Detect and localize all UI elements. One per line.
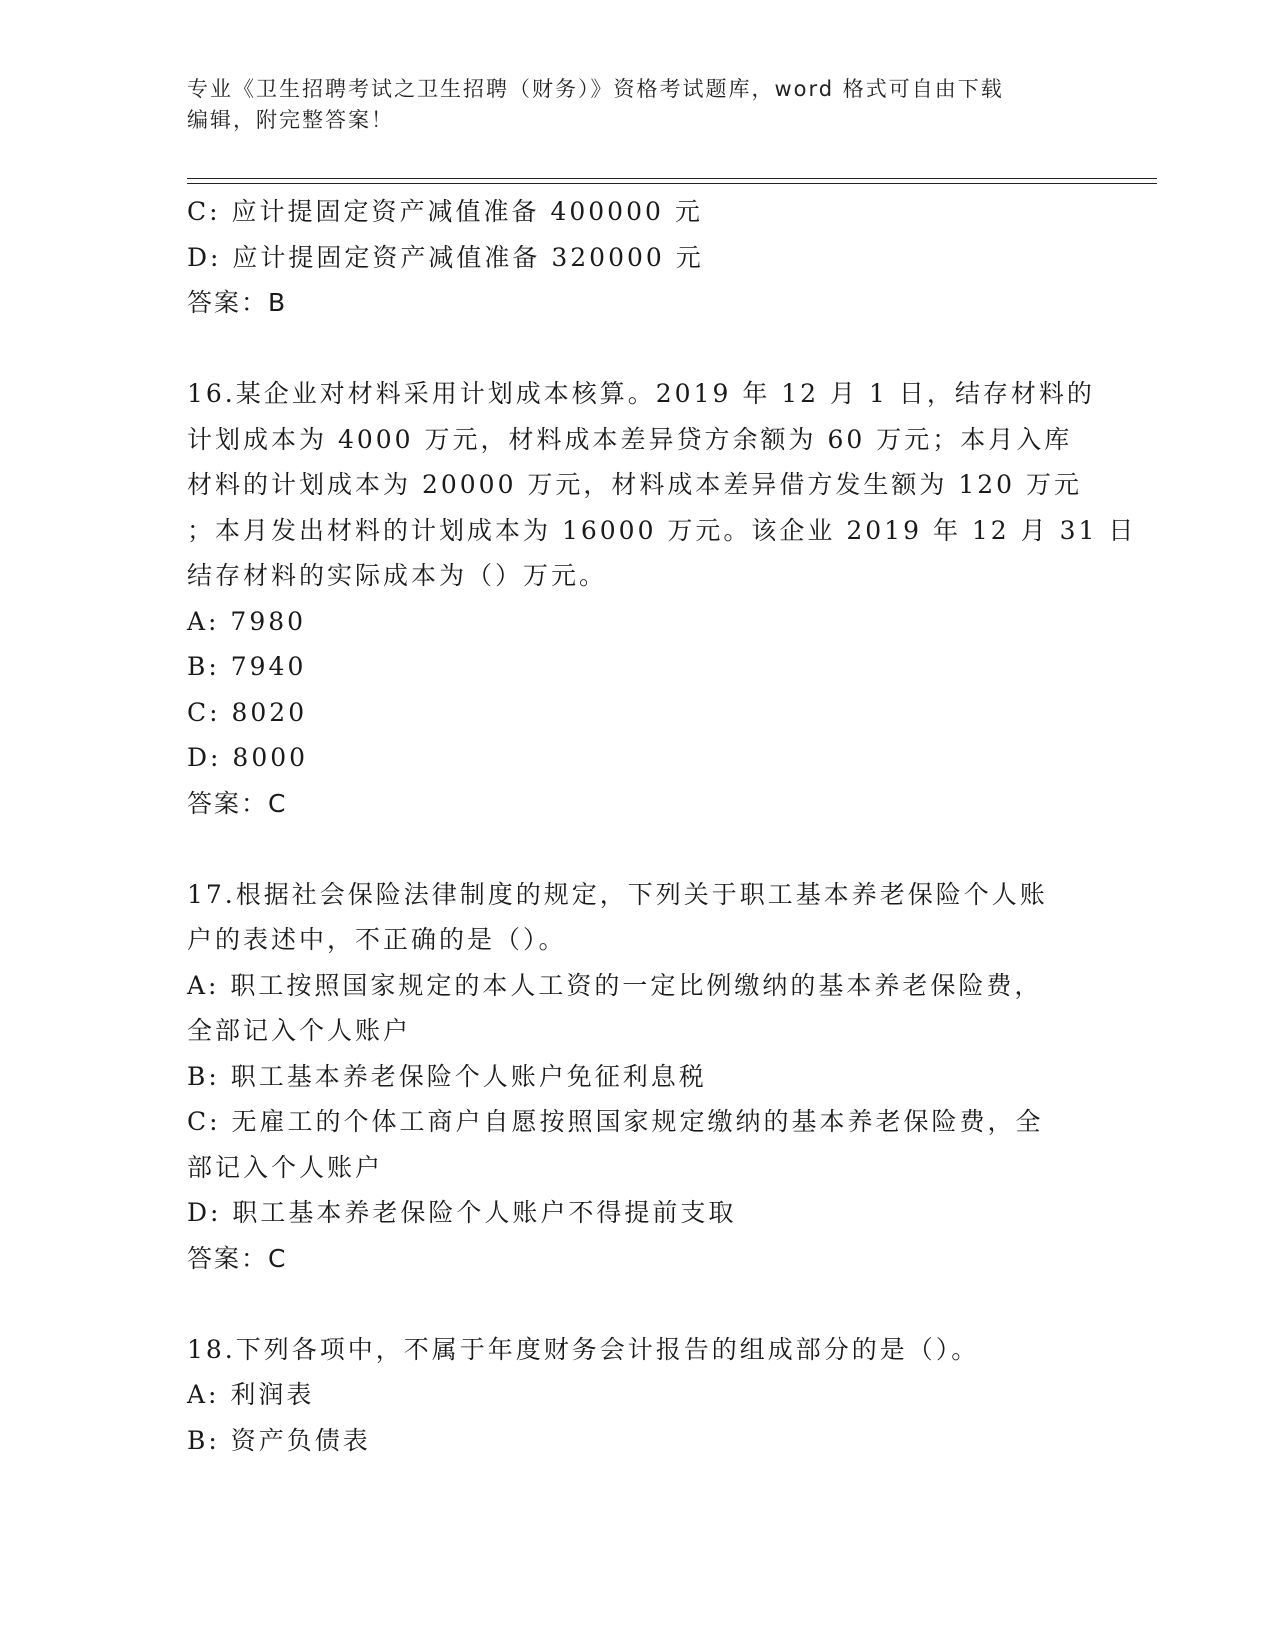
option-c: C: 8020	[187, 697, 308, 727]
document-header	[187, 74, 1087, 136]
header-line-1: 专业《卫生招聘考试之卫生招聘（财务）》资格考试题库，word 格式可自由下载	[187, 77, 1004, 101]
question-stem-line: 计划成本为 4000 万元，材料成本差异贷方余额为 60 万元；本月入库	[187, 424, 1073, 454]
header-divider-top	[187, 178, 1157, 179]
option-a: A: 7980	[187, 606, 307, 636]
question-spacer	[187, 826, 1087, 872]
question-stem-line: 结存材料的实际成本为（）万元。	[187, 561, 608, 590]
option-a: A: 利润表	[187, 1380, 315, 1409]
question-spacer	[187, 326, 1087, 372]
question-stem-line: 16.某企业对材料采用计划成本核算。2019 年 12 月 1 日，结存材料的	[187, 379, 1095, 408]
option-line: 部记入个人账户	[187, 1152, 384, 1182]
option-line: B: 职工基本养老保险个人账户免征利息税	[187, 1061, 707, 1091]
option-d: D: 8000	[187, 743, 309, 772]
header-line-2: 编辑，附完整答案！	[187, 108, 394, 132]
question-list	[187, 189, 1137, 1463]
answer-line: 答案：B	[187, 288, 288, 317]
question-spacer	[187, 1281, 1087, 1327]
answer-line: 答案：C	[187, 1243, 288, 1273]
question-18	[187, 1327, 1087, 1464]
question-stem-line: ；本月发出材料的计划成本为 16000 万元。该企业 2019 年 12 月 31 日	[187, 515, 1137, 545]
option-line: A: 职工按照国家规定的本人工资的一定比例缴纳的基本养老保险费，	[187, 970, 1043, 1000]
option-b: B: 资产负债表	[187, 1425, 371, 1455]
question-15	[187, 189, 1087, 326]
question-stem-line: 户的表述中，不正确的是（）。	[187, 925, 567, 954]
question-stem-line: 材料的计划成本为 20000 万元，材料成本差异借方发生额为 120 万元	[187, 470, 1083, 499]
question-16	[187, 371, 1137, 826]
option-d: D: 应计提固定资产减值准备 320000 元	[187, 242, 704, 272]
option-line: 全部记入个人账户	[187, 1016, 412, 1045]
option-b: B: 7940	[187, 652, 307, 681]
option-line: D: 职工基本养老保险个人账户不得提前支取	[187, 1198, 737, 1227]
header-divider-bottom	[187, 183, 1157, 184]
option-line: C: 无雇工的个体工商户自愿按照国家规定缴纳的基本养老保险费，全	[187, 1107, 1044, 1136]
question-17	[187, 872, 1087, 1282]
question-stem-line: 18.下列各项中，不属于年度财务会计报告的组成部分的是（）。	[187, 1334, 980, 1364]
answer-line: 答案：C	[187, 788, 288, 818]
option-c: C: 应计提固定资产减值准备 400000 元	[187, 197, 703, 226]
question-stem-line: 17.根据社会保险法律制度的规定，下列关于职工基本养老保险个人账	[187, 879, 1048, 909]
